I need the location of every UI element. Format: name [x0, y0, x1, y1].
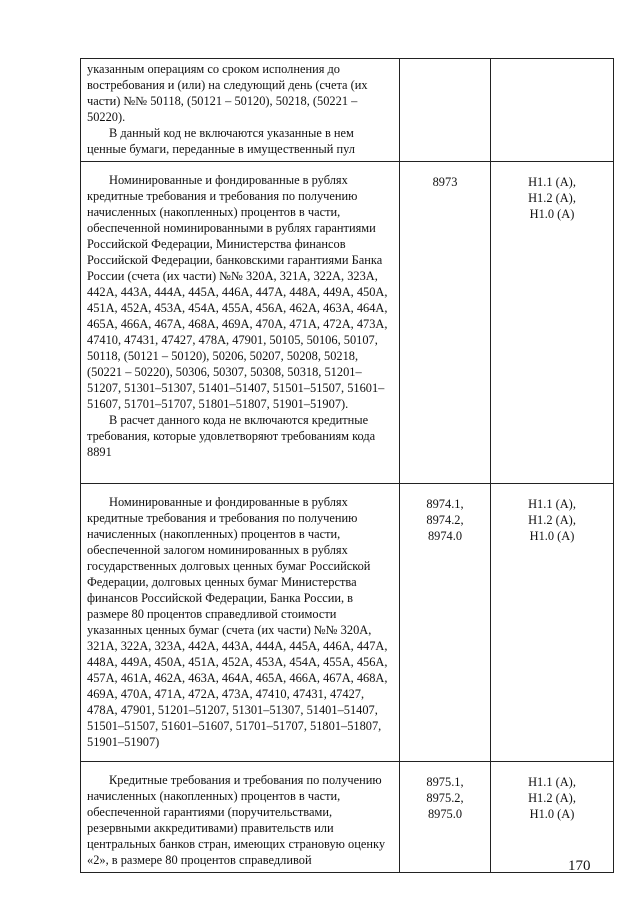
norm-value: Н1.1 (А),: [528, 175, 576, 189]
code-value: 8975.2,: [426, 791, 464, 805]
description-paragraph: Номинированные и фондированные в рублях кредитные требования и требования по получению начисленных (накопленных) процентов в части, обеспеченной залогом номинированных в рублях государственных долговых ценных бумаг Российской Федерации, долговых ценных бумаг Министерства финансов Российской Федерации, Банка России, в размере 80 процентов справедливой стоимости указанных ценных бумаг (счета (их части) №№ 320А, 321А, 322А, 323А, 442А, 443А, 444А, 445А, 446А, 447А, 448А, 449А, 450А, 451А, 452А, 453А, 454А, 455А, 456А, 457А, 461А, 462А, 463А, 464А, 465А, 466А, 467А, 468А, 469А, 470А, 471А, 472А, 473А, 47410, 47431, 47427, 478А, 47901, 51201–51207, 51301–51307, 51401–51407, 51501–51507, 51601–51607, 51701–51707, 51801–51807, 51901–51907): [87, 495, 388, 749]
description-paragraph: указанным операциям со сроком исполнения до востребования и (или) на следующий день (счета (их части) №№ 50118, (50121 – 50120), 50218, (50221 – 50220).: [87, 62, 368, 124]
norm-value: Н1.1 (А),: [528, 775, 576, 789]
description-cell: [81, 59, 400, 162]
norm-value: Н1.0 (А): [529, 207, 575, 221]
norm-value: Н1.2 (А),: [528, 513, 576, 527]
description-paragraph: Кредитные требования и требования по получению начисленных (накопленных) процентов в части, обеспеченной гарантиями (поручительствами, резервными аккредитивами) правительств или центральных банков стран, имеющих страновую оценку «2», в размере 80 процентов справедливой: [87, 773, 386, 867]
norm-cell: [491, 762, 614, 873]
page-number: 170: [568, 858, 591, 874]
norm-value: Н1.2 (А),: [528, 191, 576, 205]
norm-value: Н1.0 (А): [529, 807, 575, 821]
description-cell: [81, 762, 400, 873]
table-row: [81, 59, 614, 162]
description-paragraph: В данный код не включаются указанные в нем ценные бумаги, переданные в имущественный пул: [87, 126, 355, 156]
code-value: 8973: [432, 175, 458, 189]
norm-value: Н1.1 (А),: [528, 497, 576, 511]
norm-cell: [491, 484, 614, 762]
description-cell: [81, 484, 400, 762]
code-cell: [400, 484, 491, 762]
code-value: 8975.0: [427, 807, 463, 821]
code-value: 8974.0: [427, 529, 463, 543]
norm-value: Н1.2 (А),: [528, 791, 576, 805]
code-value: 8974.2,: [426, 513, 464, 527]
code-value: 8974.1,: [426, 497, 464, 511]
description-cell: [81, 162, 400, 484]
table-row: [81, 762, 614, 873]
code-value: 8975.1,: [426, 775, 464, 789]
description-paragraph: В расчет данного кода не включаются кредитные требования, которые удовлетворяют требованиям кода 8891: [87, 413, 376, 459]
norm-value: Н1.0 (А): [529, 529, 575, 543]
code-cell: [400, 762, 491, 873]
code-cell: [400, 59, 491, 162]
norm-cell: [491, 59, 614, 162]
table-row: [81, 162, 614, 484]
code-cell: [400, 162, 491, 484]
table-row: [81, 484, 614, 762]
norm-cell: [491, 162, 614, 484]
description-paragraph: Номинированные и фондированные в рублях кредитные требования и требования по получению начисленных (накопленных) процентов в части, обеспеченной номинированными в рублях гарантиями Российской Федерации, Министерства финансов Российской Федерации, банковскими гарантиями Банка России (счета (их части) №№ 320А, 321А, 322А, 323А, 442А, 443А, 444А, 445А, 446А, 447А, 448А, 449А, 450А, 451А, 452А, 453А, 454А, 455А, 456А, 462А, 463А, 464А, 465А, 466А, 467А, 468А, 469А, 470А, 471А, 472А, 473А, 47410, 47431, 47427, 478А, 47901, 50105, 50106, 50107, 50118, (50121 – 50120), 50206, 50207, 50208, 50218, (50221 – 50220), 50306, 50307, 50308, 50318, 51201–51207, 51301–51307, 51401–51407, 51501–51507, 51601–51607, 51701–51707, 51801–51807, 51901–51907).: [87, 173, 388, 411]
requirements-table: [80, 58, 614, 873]
